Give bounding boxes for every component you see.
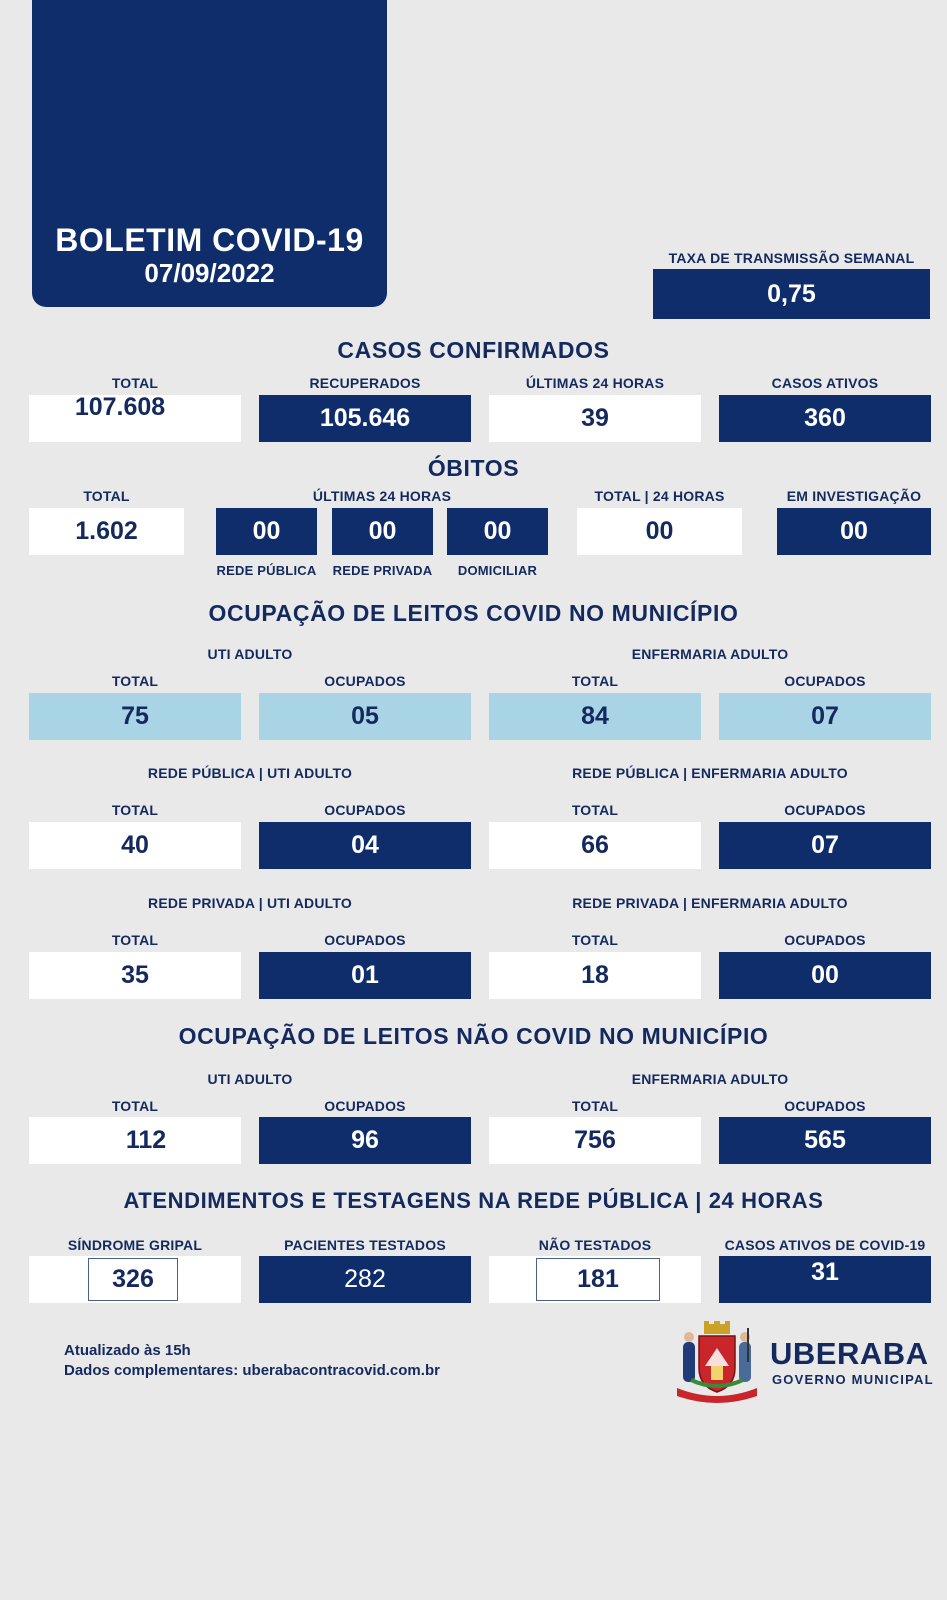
covid-active-label: CASOS ATIVOS DE COVID-19 bbox=[724, 1237, 926, 1253]
public-ward-total-value: 66 bbox=[489, 822, 701, 869]
deaths-public-value: 00 bbox=[216, 508, 317, 555]
flu-syndrome-value: 326 bbox=[88, 1258, 178, 1301]
covid-ward-total-value: 84 bbox=[489, 693, 701, 740]
bulletin-date: 07/09/2022 bbox=[144, 258, 275, 288]
deaths-total24-label: TOTAL | 24 HORAS bbox=[594, 488, 725, 504]
last24-label: ÚLTIMAS 24 HORAS bbox=[525, 375, 665, 391]
deaths-investigation-label: EM INVESTIGAÇÃO bbox=[786, 488, 922, 504]
noncovid-uti-occupied-value: 96 bbox=[259, 1117, 471, 1164]
covid-beds-title: OCUPAÇÃO DE LEITOS COVID NO MUNICÍPIO bbox=[208, 600, 739, 626]
public-ward-occupied-value: 07 bbox=[719, 822, 931, 869]
public-uti-title: REDE PÚBLICA | UTI ADULTO bbox=[147, 765, 353, 781]
private-uti-total-value: 35 bbox=[29, 952, 241, 999]
noncovid-uti-total-value: 112 bbox=[29, 1117, 241, 1164]
deaths-private-value: 00 bbox=[332, 508, 433, 555]
noncovid-ward-occupied-label: OCUPADOS bbox=[784, 1098, 866, 1114]
private-uti-occupied-label: OCUPADOS bbox=[324, 932, 406, 948]
bulletin-header bbox=[32, 0, 387, 307]
tested-patients-label: PACIENTES TESTADOS bbox=[284, 1237, 446, 1253]
deaths-home-label: DOMICILIAR bbox=[457, 563, 538, 578]
bulletin-title: BOLETIM COVID-19 bbox=[55, 222, 364, 258]
complementary-data-text: Dados complementares: uberabacontracovid.com.br bbox=[64, 1362, 440, 1379]
public-uti-occupied-value: 04 bbox=[259, 822, 471, 869]
not-tested-box bbox=[489, 1256, 701, 1303]
updated-text: Atualizado às 15h bbox=[64, 1342, 191, 1359]
private-ward-title: REDE PRIVADA | ENFERMARIA ADULTO bbox=[572, 895, 848, 911]
tested-patients-value: 282 bbox=[259, 1256, 471, 1303]
public-ward-title: REDE PÚBLICA | ENFERMARIA ADULTO bbox=[572, 765, 848, 781]
private-ward-total-label: TOTAL bbox=[571, 932, 619, 948]
public-uti-occupied-label: OCUPADOS bbox=[324, 802, 406, 818]
covid-uti-title: UTI ADULTO bbox=[207, 646, 293, 662]
public-ward-occupied-label: OCUPADOS bbox=[784, 802, 866, 818]
noncovid-beds-title: OCUPAÇÃO DE LEITOS NÃO COVID NO MUNICÍPIO bbox=[178, 1023, 769, 1049]
coat-of-arms-icon bbox=[671, 1320, 763, 1404]
private-ward-total-value: 18 bbox=[489, 952, 701, 999]
covid-uti-occupied-value: 05 bbox=[259, 693, 471, 740]
private-ward-occupied-label: OCUPADOS bbox=[784, 932, 866, 948]
logo-name: UBERABA bbox=[770, 1336, 929, 1371]
last24-value: 39 bbox=[489, 395, 701, 442]
recovered-value: 105.646 bbox=[259, 395, 471, 442]
private-uti-total-label: TOTAL bbox=[111, 932, 159, 948]
public-uti-total-label: TOTAL bbox=[111, 802, 159, 818]
noncovid-ward-total-value: 756 bbox=[489, 1117, 701, 1164]
public-uti-total-value: 40 bbox=[29, 822, 241, 869]
noncovid-ward-total-label: TOTAL bbox=[571, 1098, 619, 1114]
private-uti-occupied-value: 01 bbox=[259, 952, 471, 999]
private-uti-title: REDE PRIVADA | UTI ADULTO bbox=[148, 895, 352, 911]
deaths-public-label: REDE PÚBLICA bbox=[216, 563, 317, 578]
covid-ward-title: ENFERMARIA ADULTO bbox=[631, 646, 789, 662]
deaths-private-label: REDE PRIVADA bbox=[332, 563, 433, 578]
noncovid-ward-title: ENFERMARIA ADULTO bbox=[631, 1071, 789, 1087]
confirmed-total-label: TOTAL bbox=[111, 375, 159, 391]
public-ward-total-label: TOTAL bbox=[571, 802, 619, 818]
covid-ward-occupied-value: 07 bbox=[719, 693, 931, 740]
noncovid-uti-occupied-label: OCUPADOS bbox=[324, 1098, 406, 1114]
deaths-investigation-value: 00 bbox=[777, 508, 931, 555]
covid-ward-occupied-label: OCUPADOS bbox=[784, 673, 866, 689]
covid-uti-total-value: 75 bbox=[29, 693, 241, 740]
transmission-value: 0,75 bbox=[653, 269, 930, 319]
private-ward-occupied-value: 00 bbox=[719, 952, 931, 999]
confirmed-total-value: 107.608 bbox=[29, 395, 241, 442]
covid-ward-total-label: TOTAL bbox=[571, 673, 619, 689]
noncovid-ward-occupied-value: 565 bbox=[719, 1117, 931, 1164]
deaths-total24-value: 00 bbox=[577, 508, 742, 555]
logo-subtitle: GOVERNO MUNICIPAL bbox=[772, 1372, 934, 1387]
flu-syndrome-label: SÍNDROME GRIPAL bbox=[67, 1237, 203, 1253]
deaths-title: ÓBITOS bbox=[427, 455, 520, 481]
tests-title: ATENDIMENTOS E TESTAGENS NA REDE PÚBLICA | 24 HORAS bbox=[123, 1188, 824, 1213]
confirmed-title: CASOS CONFIRMADOS bbox=[337, 337, 610, 363]
covid-active-value: 31 bbox=[719, 1256, 931, 1303]
deaths-total-label: TOTAL bbox=[83, 488, 130, 504]
active-cases-value: 360 bbox=[719, 395, 931, 442]
covid-uti-occupied-label: OCUPADOS bbox=[324, 673, 406, 689]
active-cases-label: CASOS ATIVOS bbox=[771, 375, 879, 391]
noncovid-uti-title: UTI ADULTO bbox=[207, 1071, 293, 1087]
deaths-last24-label: ÚLTIMAS 24 HORAS bbox=[312, 488, 452, 504]
deaths-home-value: 00 bbox=[447, 508, 548, 555]
recovered-label: RECUPERADOS bbox=[309, 375, 421, 391]
noncovid-uti-total-label: TOTAL bbox=[111, 1098, 159, 1114]
not-tested-value: 181 bbox=[536, 1258, 660, 1301]
covid-uti-total-label: TOTAL bbox=[111, 673, 159, 689]
transmission-label: TAXA DE TRANSMISSÃO SEMANAL bbox=[668, 250, 915, 266]
deaths-total-value: 1.602 bbox=[29, 508, 184, 555]
not-tested-label: NÃO TESTADOS bbox=[538, 1237, 652, 1253]
flu-syndrome-box bbox=[29, 1256, 241, 1303]
